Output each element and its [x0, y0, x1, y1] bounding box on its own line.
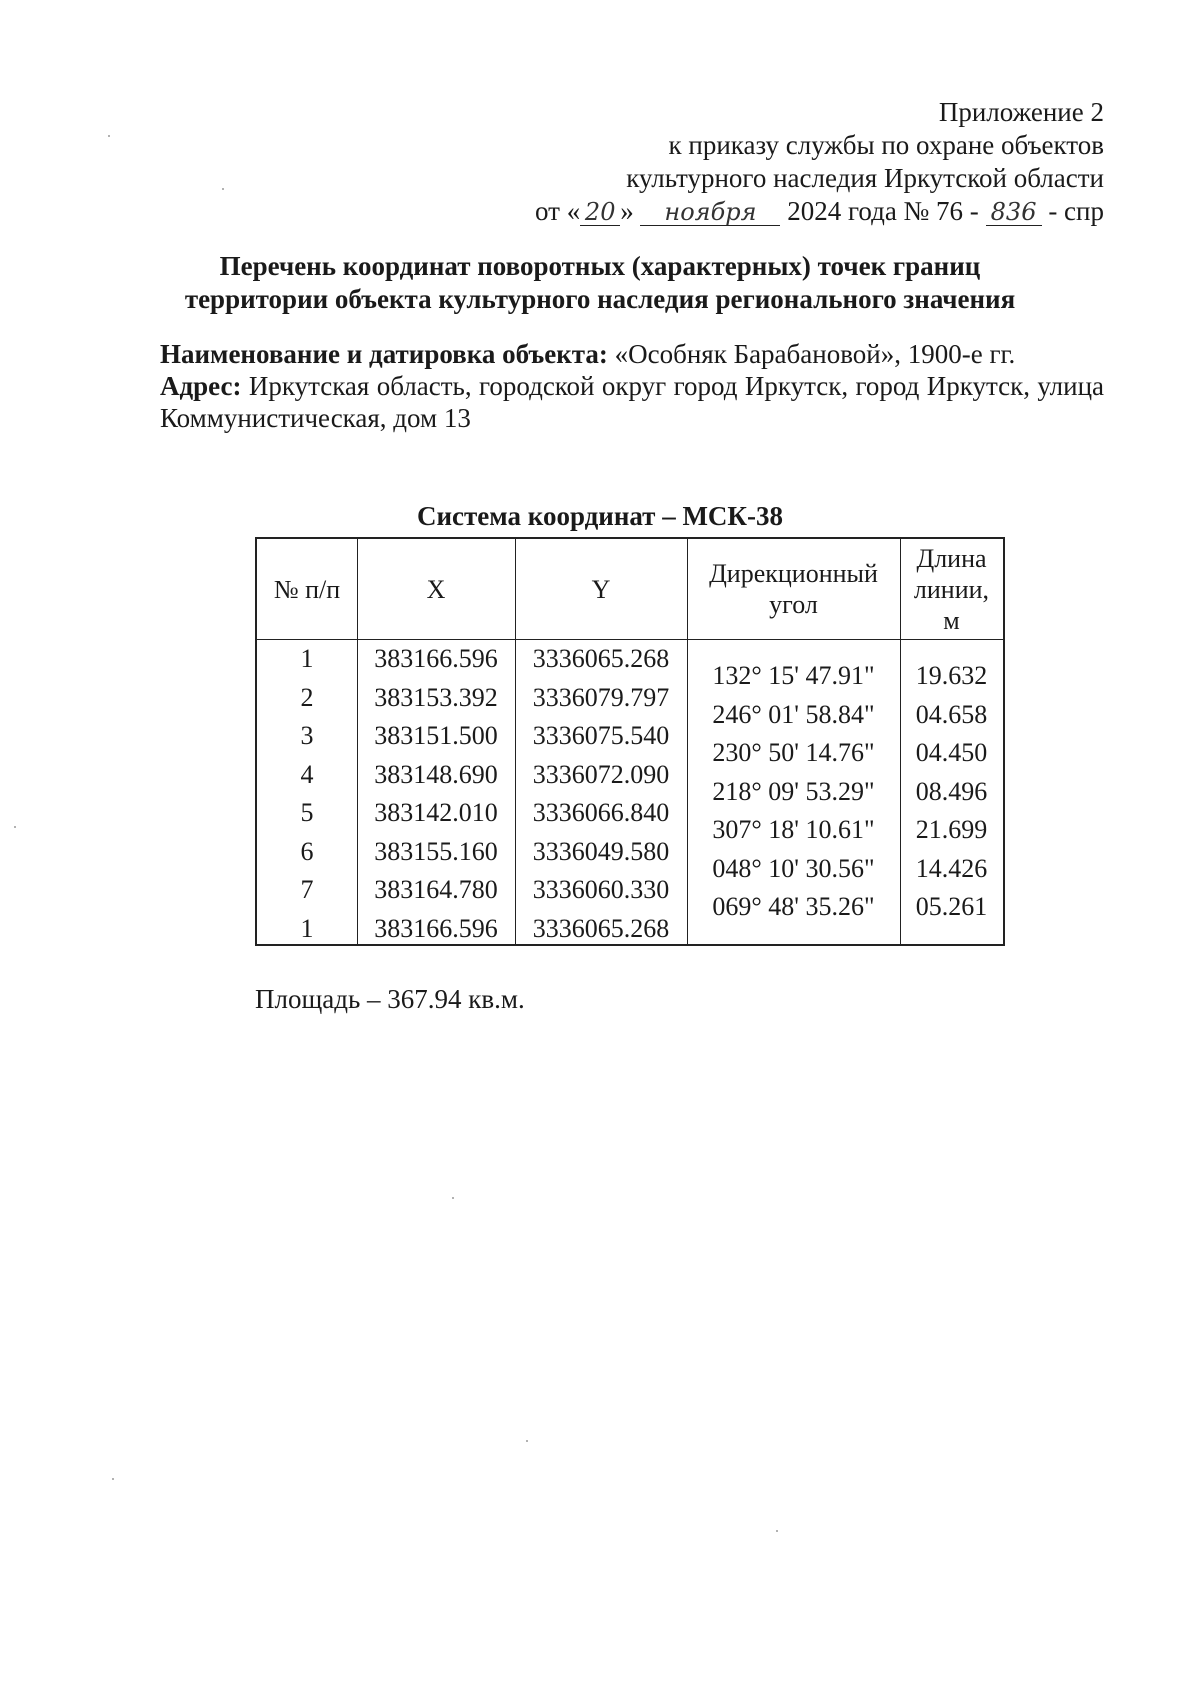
point-num: 2: [300, 682, 314, 712]
segment-length: 14.426: [915, 853, 988, 883]
point-num: 3: [300, 721, 314, 750]
segment-length: 04.450: [915, 738, 988, 767]
point-x: 383166.596: [374, 644, 498, 673]
point-y: 3336075.540: [532, 721, 670, 750]
appendix-order-date: [535, 195, 1104, 228]
segment-length: 21.699: [915, 815, 988, 844]
point-x: 383155.160: [374, 836, 498, 866]
point-x: 383166.596: [374, 913, 498, 943]
column-x: [357, 640, 515, 948]
segment-length: 05.261: [915, 892, 988, 921]
order-year-text: 2024 года № 76 -: [787, 196, 979, 226]
order-prefix: от «: [535, 196, 581, 226]
segment-angle: 132° 15' 47.91": [712, 661, 875, 690]
coordinates-table: [255, 537, 1005, 946]
scan-speck: [776, 1530, 778, 1532]
object-name-value: «Особняк Барабановой», 1900-е гг.: [614, 339, 1016, 369]
object-address-label: Адрес:: [160, 371, 242, 401]
handwritten-month: ноября: [640, 199, 780, 226]
handwritten-order-number: 836: [986, 199, 1042, 226]
object-name-row: [160, 338, 1104, 370]
point-y: 3336079.797: [532, 682, 670, 712]
segment-angle: 218° 09' 53.29": [712, 776, 875, 806]
column-num: [257, 640, 357, 948]
scan-speck: [222, 188, 224, 190]
object-address-value: Иркутская область, городской округ город Иркутск, город Иркутск, улица Коммунистическая, дом 13: [160, 371, 1104, 433]
header-x: X: [426, 574, 446, 604]
header-length: Длина линии, м: [913, 543, 990, 635]
object-address-row: [160, 370, 1104, 434]
table-caption: Система координат – МСК-38: [417, 501, 783, 531]
appendix-title: Приложение 2: [938, 97, 1104, 127]
object-name-label: Наименование и датировка объекта:: [160, 339, 608, 369]
order-suffix: - спр: [1048, 196, 1104, 226]
appendix-agency: культурного наследия Иркутской области: [626, 163, 1104, 193]
point-x: 383151.500: [374, 721, 498, 750]
segment-angle: 069° 48' 35.26": [712, 892, 875, 921]
object-info: [160, 338, 1104, 434]
point-y: 3336066.840: [532, 798, 670, 827]
area-total: Площадь – 367.94 кв.м.: [255, 984, 525, 1014]
scan-speck: [112, 1478, 114, 1480]
point-y: 3336072.090: [532, 759, 670, 789]
scan-speck: [526, 1440, 528, 1442]
table-header-row: [257, 539, 1003, 640]
scan-speck: [14, 826, 16, 828]
segment-length: 04.658: [915, 699, 988, 729]
point-num: 4: [300, 759, 314, 789]
point-num: 6: [300, 836, 314, 866]
point-y: 3336065.268: [532, 913, 670, 943]
scan-speck: [452, 1197, 454, 1199]
header-num: № п/п: [273, 574, 341, 604]
header-y: Y: [591, 574, 611, 604]
point-num: 1: [300, 913, 314, 943]
segment-angle: 307° 18' 10.61": [712, 815, 875, 844]
segment-angle: 246° 01' 58.84": [712, 699, 875, 729]
document-title-line-1: Перечень координат поворотных (характерных) точек границ: [219, 251, 981, 281]
document-title: [0, 250, 1200, 316]
point-x: 383148.690: [374, 759, 498, 789]
point-y: 3336060.330: [532, 875, 670, 904]
segment-angle: 230° 50' 14.76": [712, 738, 875, 767]
point-num: 7: [300, 875, 314, 904]
column-y: [515, 640, 687, 948]
order-quote-close: »: [620, 196, 634, 226]
segment-angle: 048° 10' 30.56": [712, 853, 875, 883]
segment-length: 19.632: [915, 661, 988, 690]
handwritten-day: 20: [580, 199, 620, 226]
header-angle: Дирекционный угол: [709, 559, 878, 619]
document-title-line-2: территории объекта культурного наследия регионального значения: [184, 284, 1016, 314]
segment-length: 08.496: [915, 776, 988, 806]
point-y: 3336049.580: [532, 836, 670, 866]
appendix-order-ref: к приказу службы по охране объектов: [668, 130, 1104, 160]
appendix-header: [535, 96, 1104, 228]
point-num: 5: [300, 798, 314, 827]
point-x: 383153.392: [374, 682, 498, 712]
column-angle: [687, 657, 900, 927]
point-num: 1: [300, 644, 314, 673]
point-x: 383142.010: [374, 798, 498, 827]
point-y: 3336065.268: [532, 644, 670, 673]
point-x: 383164.780: [374, 875, 498, 904]
scan-speck: [108, 135, 110, 137]
column-length: [900, 657, 1003, 927]
